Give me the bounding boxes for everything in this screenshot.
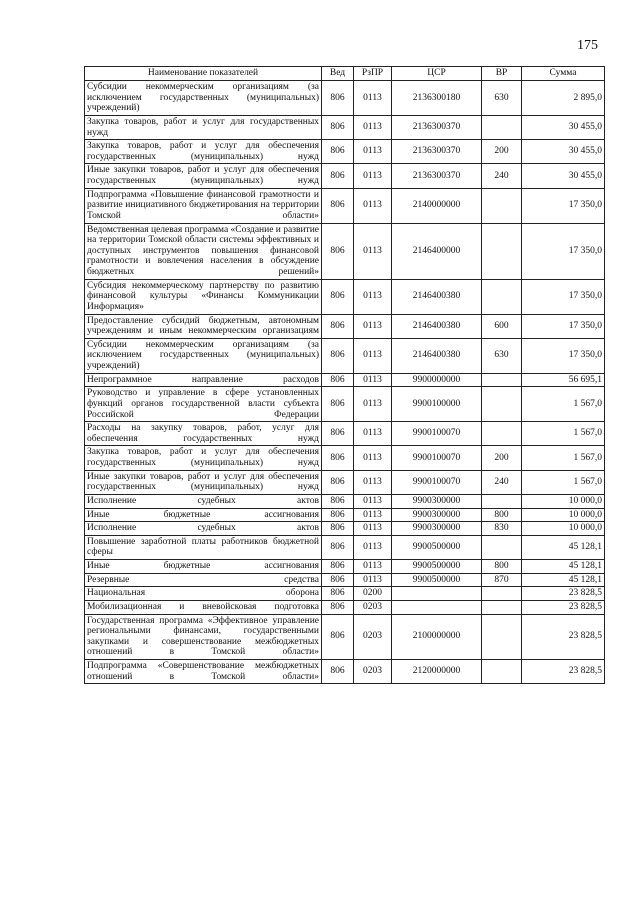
cell-name: Исполнение судебных актов (85, 494, 322, 508)
header-ved: Вед (322, 67, 354, 81)
cell-rzpr: 0113 (354, 470, 392, 494)
cell-name: Подпрограмма «Совершенствование межбюджетных отношений в Томской области» (85, 660, 322, 684)
cell-name: Ведомственная целевая программа «Создание и развитие на территории Томской области системы эффективных и доступных инструментов повышения финансовой грамотности и вовлечения населения в обсуждение бюджетных решений» (85, 223, 322, 279)
cell-name: Закупка товаров, работ и услуг для государственных нужд (85, 115, 322, 139)
cell-csr: 2120000000 (392, 660, 482, 684)
cell-csr: 9900300000 (392, 522, 482, 536)
cell-vr (482, 387, 522, 422)
cell-vr: 630 (482, 81, 522, 116)
cell-rzpr: 0113 (354, 535, 392, 559)
table-row (85, 494, 605, 508)
cell-rzpr: 0113 (354, 387, 392, 422)
cell-sum: 17 350,0 (522, 338, 605, 373)
cell-sum: 17 350,0 (522, 188, 605, 223)
table-row (85, 338, 605, 373)
cell-rzpr: 0113 (354, 522, 392, 536)
cell-vr: 200 (482, 140, 522, 164)
table-row (85, 508, 605, 522)
cell-ved: 806 (322, 188, 354, 223)
cell-sum: 30 455,0 (522, 140, 605, 164)
cell-name: Мобилизационная и вневойсковая подготовка (85, 600, 322, 614)
cell-csr: 2146400380 (392, 338, 482, 373)
cell-vr (482, 494, 522, 508)
cell-csr: 2136300370 (392, 164, 482, 188)
table-row (85, 560, 605, 574)
cell-sum: 1 567,0 (522, 422, 605, 446)
budget-table (84, 66, 605, 684)
cell-sum: 56 695,1 (522, 373, 605, 387)
table-row (85, 614, 605, 660)
cell-sum: 23 828,5 (522, 614, 605, 660)
cell-sum: 30 455,0 (522, 115, 605, 139)
cell-vr (482, 115, 522, 139)
table-row (85, 522, 605, 536)
cell-csr: 2140000000 (392, 188, 482, 223)
cell-vr: 600 (482, 314, 522, 338)
cell-csr: 9900100070 (392, 422, 482, 446)
cell-rzpr: 0113 (354, 560, 392, 574)
cell-vr: 630 (482, 338, 522, 373)
cell-rzpr: 0113 (354, 494, 392, 508)
cell-sum: 1 567,0 (522, 446, 605, 470)
cell-sum: 45 128,1 (522, 573, 605, 587)
cell-csr: 2100000000 (392, 614, 482, 660)
cell-ved: 806 (322, 470, 354, 494)
cell-rzpr: 0203 (354, 614, 392, 660)
cell-ved: 806 (322, 387, 354, 422)
cell-vr (482, 535, 522, 559)
cell-rzpr: 0113 (354, 115, 392, 139)
cell-rzpr: 0113 (354, 508, 392, 522)
cell-csr: 9900000000 (392, 373, 482, 387)
cell-rzpr: 0203 (354, 660, 392, 684)
cell-name: Субсидия некоммерческому партнерству по развитию финансовой культуры «Финансы Коммуникации Информация» (85, 279, 322, 314)
cell-ved: 806 (322, 522, 354, 536)
table-body (85, 81, 605, 684)
cell-ved: 806 (322, 338, 354, 373)
table-row (85, 573, 605, 587)
cell-ved: 806 (322, 373, 354, 387)
table-row (85, 373, 605, 387)
cell-vr: 240 (482, 164, 522, 188)
cell-vr (482, 614, 522, 660)
cell-ved: 806 (322, 223, 354, 279)
cell-ved: 806 (322, 422, 354, 446)
table-row (85, 314, 605, 338)
cell-name: Государственная программа «Эффективное управление региональными финансами, государственными закупками и совершенствование межбюджетных отношений в Томской области» (85, 614, 322, 660)
cell-name: Подпрограмма «Повышение финансовой грамотности и развитие инициативного бюджетирования на территории Томской области» (85, 188, 322, 223)
cell-vr (482, 279, 522, 314)
cell-vr: 870 (482, 573, 522, 587)
cell-vr: 800 (482, 560, 522, 574)
cell-sum: 17 350,0 (522, 314, 605, 338)
header-sum: Сумма (522, 67, 605, 81)
table-row (85, 115, 605, 139)
table-row (85, 535, 605, 559)
cell-sum: 10 000,0 (522, 522, 605, 536)
table-row (85, 140, 605, 164)
cell-sum: 2 895,0 (522, 81, 605, 116)
cell-sum: 45 128,1 (522, 560, 605, 574)
cell-sum: 23 828,5 (522, 660, 605, 684)
cell-csr (392, 587, 482, 601)
cell-rzpr: 0113 (354, 422, 392, 446)
cell-sum: 17 350,0 (522, 279, 605, 314)
cell-sum: 1 567,0 (522, 387, 605, 422)
cell-ved: 806 (322, 573, 354, 587)
cell-ved: 806 (322, 164, 354, 188)
cell-name: Повышение заработной платы работников бюджетной сферы (85, 535, 322, 559)
cell-name: Исполнение судебных актов (85, 522, 322, 536)
cell-sum: 17 350,0 (522, 223, 605, 279)
cell-ved: 806 (322, 81, 354, 116)
cell-vr: 240 (482, 470, 522, 494)
cell-vr: 830 (482, 522, 522, 536)
cell-rzpr: 0113 (354, 223, 392, 279)
cell-name: Национальная оборона (85, 587, 322, 601)
table-row (85, 188, 605, 223)
cell-csr: 2146400380 (392, 279, 482, 314)
cell-ved: 806 (322, 314, 354, 338)
cell-sum: 10 000,0 (522, 508, 605, 522)
cell-name: Руководство и управление в сфере установленных функций органов государственной власти субъекта Российской Федерации (85, 387, 322, 422)
cell-vr: 800 (482, 508, 522, 522)
page-number: 175 (577, 38, 598, 53)
cell-csr: 9900300000 (392, 494, 482, 508)
cell-vr (482, 373, 522, 387)
cell-csr: 9900100000 (392, 387, 482, 422)
cell-sum: 23 828,5 (522, 587, 605, 601)
cell-name: Иные закупки товаров, работ и услуг для обеспечения государственных (муниципальных) нужд (85, 470, 322, 494)
cell-vr (482, 587, 522, 601)
cell-name: Резервные средства (85, 573, 322, 587)
cell-name: Субсидии некоммерческим организациям (за исключением государственных (муниципальных) учреждений) (85, 81, 322, 116)
cell-name: Непрограммное направление расходов (85, 373, 322, 387)
cell-vr (482, 223, 522, 279)
cell-rzpr: 0113 (354, 338, 392, 373)
cell-csr: 9900100070 (392, 446, 482, 470)
cell-ved: 806 (322, 587, 354, 601)
cell-name: Закупка товаров, работ и услуг для обеспечения государственных (муниципальных) нужд (85, 140, 322, 164)
cell-csr: 9900500000 (392, 573, 482, 587)
table-row (85, 470, 605, 494)
cell-name: Закупка товаров, работ и услуг для обеспечения государственных (муниципальных) нужд (85, 446, 322, 470)
cell-csr: 2146400000 (392, 223, 482, 279)
cell-ved: 806 (322, 446, 354, 470)
cell-ved: 806 (322, 140, 354, 164)
table-row (85, 223, 605, 279)
cell-vr (482, 660, 522, 684)
header-rzpr: РзПР (354, 67, 392, 81)
cell-rzpr: 0203 (354, 600, 392, 614)
cell-sum: 1 567,0 (522, 470, 605, 494)
table-row (85, 81, 605, 116)
cell-rzpr: 0113 (354, 140, 392, 164)
cell-ved: 806 (322, 279, 354, 314)
cell-vr (482, 188, 522, 223)
cell-name: Предоставление субсидий бюджетным, автономным учреждениям и иным некоммерческим организациям (85, 314, 322, 338)
cell-rzpr: 0113 (354, 314, 392, 338)
cell-name: Расходы на закупку товаров, работ, услуг для обеспечения государственных нужд (85, 422, 322, 446)
table-row (85, 660, 605, 684)
cell-csr: 2136300370 (392, 140, 482, 164)
cell-csr: 9900300000 (392, 508, 482, 522)
table-row (85, 587, 605, 601)
header-csr: ЦСР (392, 67, 482, 81)
cell-ved: 806 (322, 614, 354, 660)
cell-rzpr: 0113 (354, 373, 392, 387)
cell-csr: 9900500000 (392, 560, 482, 574)
cell-rzpr: 0113 (354, 446, 392, 470)
cell-rzpr: 0113 (354, 81, 392, 116)
cell-name: Иные закупки товаров, работ и услуг для обеспечения государственных (муниципальных) нужд (85, 164, 322, 188)
cell-ved: 806 (322, 560, 354, 574)
table-row (85, 422, 605, 446)
table-row (85, 600, 605, 614)
cell-ved: 806 (322, 115, 354, 139)
cell-csr: 9900100070 (392, 470, 482, 494)
cell-csr: 9900500000 (392, 535, 482, 559)
cell-ved: 806 (322, 600, 354, 614)
cell-csr: 2146400380 (392, 314, 482, 338)
cell-name: Иные бюджетные ассигнования (85, 508, 322, 522)
cell-csr: 2136300370 (392, 115, 482, 139)
cell-rzpr: 0113 (354, 573, 392, 587)
cell-ved: 806 (322, 494, 354, 508)
cell-ved: 806 (322, 535, 354, 559)
table-row (85, 446, 605, 470)
table-row (85, 387, 605, 422)
cell-ved: 806 (322, 660, 354, 684)
cell-sum: 30 455,0 (522, 164, 605, 188)
table-row (85, 279, 605, 314)
cell-ved: 806 (322, 508, 354, 522)
header-vr: ВР (482, 67, 522, 81)
cell-rzpr: 0113 (354, 279, 392, 314)
cell-sum: 45 128,1 (522, 535, 605, 559)
cell-sum: 23 828,5 (522, 600, 605, 614)
cell-vr (482, 422, 522, 446)
cell-rzpr: 0200 (354, 587, 392, 601)
cell-name: Иные бюджетные ассигнования (85, 560, 322, 574)
cell-sum: 10 000,0 (522, 494, 605, 508)
table-row (85, 164, 605, 188)
cell-vr (482, 600, 522, 614)
cell-csr (392, 600, 482, 614)
cell-name: Субсидии некоммерческим организациям (за исключением государственных (муниципальных) учреждений) (85, 338, 322, 373)
cell-vr: 200 (482, 446, 522, 470)
cell-rzpr: 0113 (354, 164, 392, 188)
cell-csr: 2136300180 (392, 81, 482, 116)
cell-rzpr: 0113 (354, 188, 392, 223)
table-header-row (85, 67, 605, 81)
header-name: Наименование показателей (85, 67, 322, 81)
